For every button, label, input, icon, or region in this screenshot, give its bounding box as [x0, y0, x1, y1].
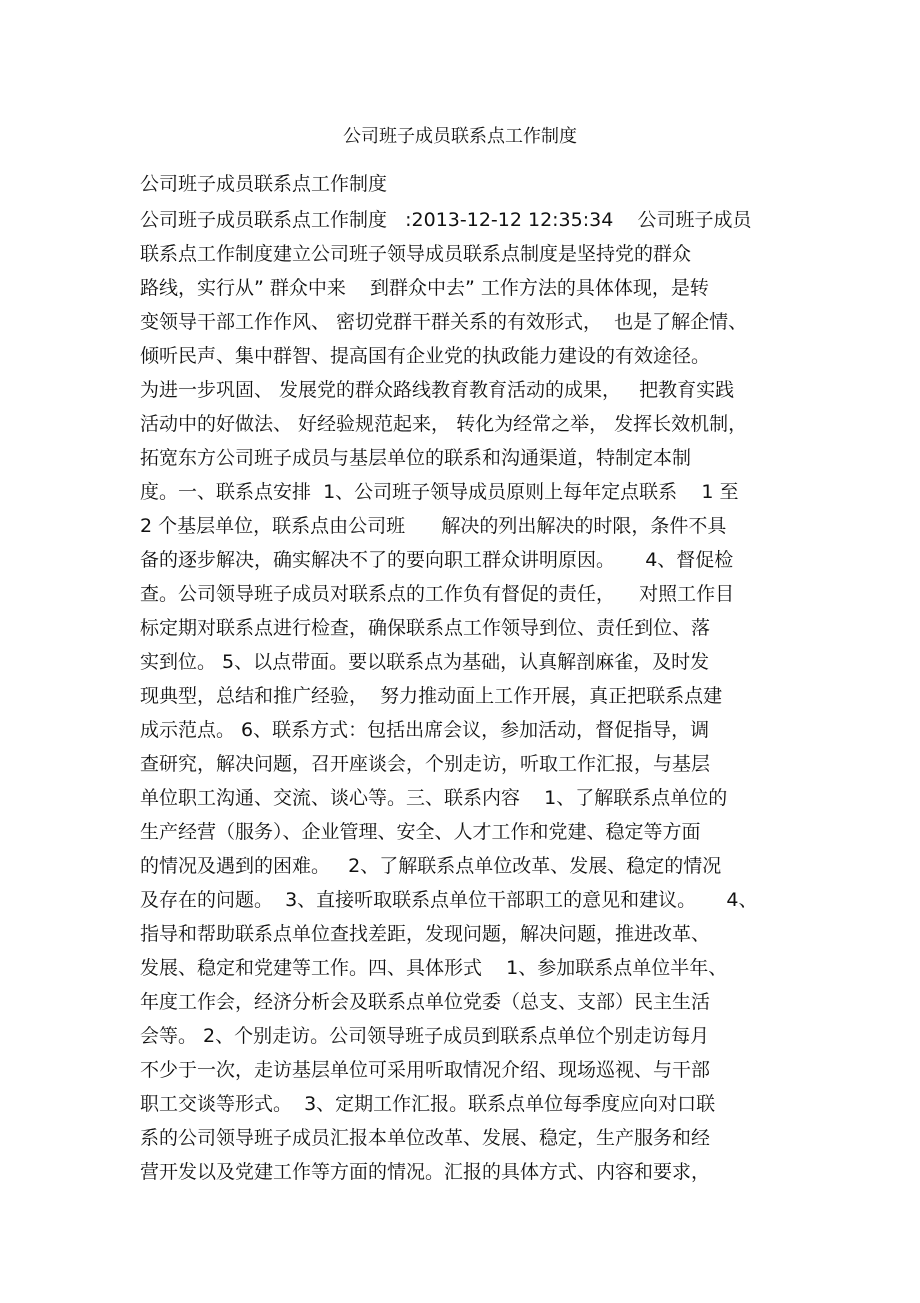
body-line: 公司班子成员联系点工作制度 :2013-12-12 12:35:34 公司班子成员 — [140, 209, 752, 231]
body-line: 不少于一次，走访基层单位可采用听取情况介绍、现场巡视、与干部 — [140, 1059, 711, 1081]
body-line: 查。公司领导班子成员对联系点的工作负有督促的责任， 对照工作目 — [140, 583, 735, 605]
body-line: 系的公司领导班子成员汇报本单位改革、发展、稳定，生产服务和经 — [140, 1127, 711, 1149]
body-line: 的情况及遇到的困难。 2、了解联系点单位改革、发展、稳定的情况 — [140, 855, 722, 877]
body-line: 路线，实行从” 群众中来 到群众中去” 工作方法的具体体现，是转 — [140, 277, 709, 299]
body-line: 营开发以及党建工作等方面的情况。汇报的具体方式、内容和要求， — [140, 1161, 711, 1183]
body-line: 发展、稳定和党建等工作。四、具体形式 1、参加联系点单位半年、 — [140, 957, 728, 979]
body-line: 及存在的问题。 3、直接听取联系点单位干部职工的意见和建议。 4、 — [140, 889, 758, 911]
document-subtitle: 公司班子成员联系点工作制度 — [140, 173, 388, 195]
body-line: 为进一步巩固、 发展党的群众路线教育教育活动的成果， 把教育实践 — [140, 379, 735, 401]
body-line: 现典型，总结和推广经验， 努力推动面上工作开展，真正把联系点建 — [140, 685, 723, 707]
body-line: 会等。 2、个别走访。公司领导班子成员到联系点单位个别走访每月 — [140, 1025, 710, 1047]
body-line: 备的逐步解决，确实解决不了的要向职工群众讲明原因。 4、督促检 — [140, 549, 734, 571]
document-title: 公司班子成员联系点工作制度 — [343, 126, 577, 147]
body-line: 联系点工作制度建立公司班子领导成员联系点制度是坚持党的群众 — [140, 243, 692, 265]
body-line: 查研究，解决问题，召开座谈会，个别走访，听取工作汇报，与基层 — [140, 753, 711, 775]
body-line: 生产经营（服务）、企业管理、安全、人才工作和党建、稳定等方面 — [140, 821, 701, 843]
body-line: 活动中的好做法、 好经验规范起来， 转化为经常之举， 发挥长效机制， — [140, 413, 748, 435]
body-line: 拓宽东方公司班子成员与基层单位的联系和沟通渠道，特制定本制 — [140, 447, 692, 469]
body-line: 单位职工沟通、交流、谈心等。三、联系内容 1、了解联系点单位的 — [140, 787, 728, 809]
body-line: 倾听民声、集中群智、提高国有企业党的执政能力建设的有效途径。 — [140, 345, 711, 367]
body-line: 标定期对联系点进行检查，确保联系点工作领导到位、责任到位、落 — [140, 617, 711, 639]
body-line: 2 个基层单位，联系点由公司班 解决的列出解决的时限，条件不具 — [140, 515, 727, 537]
body-line: 职工交谈等形式。 3、定期工作汇报。联系点单位每季度应向对口联 — [140, 1093, 716, 1115]
document-body — [140, 203, 800, 1189]
body-line: 年度工作会，经济分析会及联系点单位党委（总支、支部）民主生活 — [140, 991, 711, 1013]
body-line: 指导和帮助联系点单位查找差距，发现问题，解决问题，推进改革、 — [140, 923, 711, 945]
body-line: 度。一、联系点安排 1、公司班子领导成员原则上每年定点联系 1 至 — [140, 481, 739, 503]
body-line: 成示范点。 6、联系方式：包括出席会议，参加活动，督促指导，调 — [140, 719, 710, 741]
body-line: 实到位。 5、以点带面。要以联系点为基础，认真解剖麻雀，及时发 — [140, 651, 710, 673]
body-line: 变领导干部工作作风、 密切党群干群关系的有效形式， 也是了解企情、 — [140, 311, 748, 333]
